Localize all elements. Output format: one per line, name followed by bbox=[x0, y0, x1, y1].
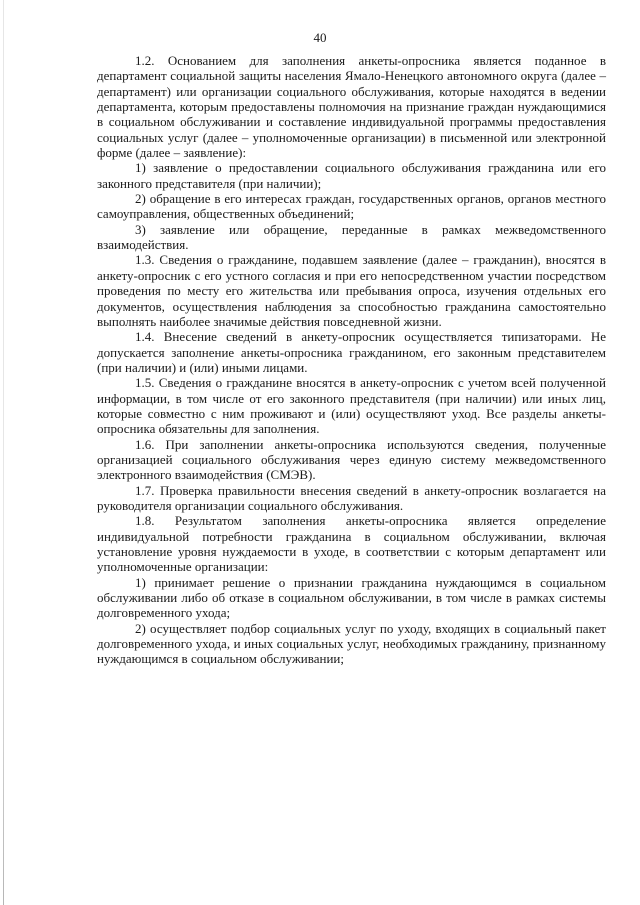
paragraph-1-6: 1.6. При заполнении анкеты-опросника используются сведения, полученные организацией социального обслуживания через единую систему межведомственного электронного взаимодействия (СМЭВ). bbox=[97, 436, 606, 483]
list-item-1: 1) заявление о предоставлении социального обслуживания гражданина или его законного представителя (при наличии); bbox=[97, 160, 606, 191]
paragraph-1-4: 1.4. Внесение сведений в анкету-опросник осуществляется типизаторами. Не допускается заполнение анкеты-опросника гражданином, его законным представителем (при наличии) и (или) иными лицами. bbox=[97, 329, 606, 375]
list-item-3: 3) заявление или обращение, переданные в рамках межведомственного взаимодействия. bbox=[97, 221, 606, 253]
document-body bbox=[97, 53, 606, 667]
paragraph-1-2: 1.2. Основанием для заполнения анкеты-опросника является поданное в департамент социальной защиты населения Ямало-Ненецкого автономного округа (далее – департамент) или организации социального обслуживания, которые находятся в ведении департамента, которым предоставлены полномочия на признание граждан нуждающимися в социальном обслуживании и составление индивидуальной программы предоставления социальных услуг (далее – уполномоченные организации) в письменной или электронной форме (далее – заявление): bbox=[97, 53, 606, 161]
paragraph-1-3: 1.3. Сведения о гражданине, подавшем заявление (далее – гражданин), вносятся в анкету-опросник с его устного согласия и при его непосредственном участии посредством проведения по месту его жительства или пребывания опроса, изучения отдельных его документов, осуществления наблюдения за способностью гражданина самостоятельно выполнять наиболее значимые действия повседневной жизни. bbox=[97, 252, 606, 329]
paragraph-1-8: 1.8. Результатом заполнения анкеты-опросника является определение индивидуальной потребности гражданина в социальном обслуживании, включая установление уровня нуждаемости в уходе, в соответствии с которым департамент или уполномоченные организации: bbox=[97, 513, 606, 575]
subitem-2: 2) осуществляет подбор социальных услуг по уходу, входящих в социальный пакет долговременного ухода, и иных социальных услуг, необходимых гражданину, признанному нуждающимся в социальном обслуживании; bbox=[97, 620, 606, 667]
list-item-2: 2) обращение в его интересах граждан, государственных органов, органов местного самоуправления, общественных объединений; bbox=[97, 191, 606, 222]
paragraph-1-5: 1.5. Сведения о гражданине вносятся в анкету-опросник с учетом всей полученной информации, в том числе от его законного представителя (при наличии) или иных лиц, которые совместно с ним проживают и (или) осуществляют уход. Все разделы анкеты-опросника обязательны для заполнения. bbox=[97, 375, 606, 437]
paragraph-1-7: 1.7. Проверка правильности внесения сведений в анкету-опросник возлагается на руководителя организации социального обслуживания. bbox=[97, 482, 606, 513]
subitem-1: 1) принимает решение о признании гражданина нуждающимся в социальном обслуживании либо об отказе в социальном обслуживании, в том числе в рамках системы долговременного ухода; bbox=[97, 574, 606, 621]
scan-edge bbox=[3, 0, 4, 905]
page-number: 40 bbox=[313, 30, 327, 45]
